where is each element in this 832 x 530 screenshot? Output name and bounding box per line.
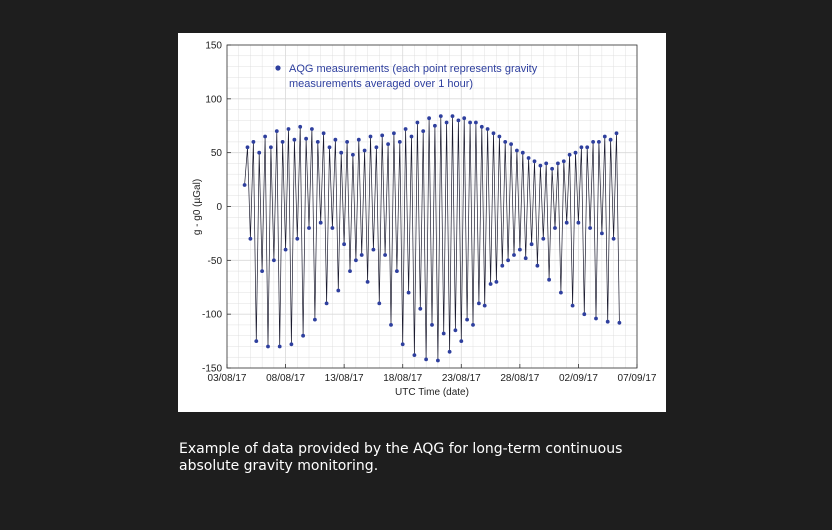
data-point	[266, 345, 270, 349]
data-point	[582, 312, 586, 316]
data-point	[606, 320, 610, 324]
data-point	[339, 151, 343, 155]
x-tick-label: 07/09/17	[617, 373, 657, 384]
y-tick-label: 50	[210, 148, 222, 160]
data-point	[298, 125, 302, 129]
data-point	[474, 121, 478, 125]
data-point	[260, 269, 264, 273]
data-point	[363, 149, 367, 153]
data-point	[416, 121, 420, 125]
data-point	[336, 289, 340, 293]
data-point	[612, 237, 616, 241]
data-point	[360, 253, 364, 257]
data-point	[580, 145, 584, 149]
data-point	[468, 121, 472, 125]
data-point	[310, 127, 314, 131]
data-point	[477, 302, 481, 306]
data-point	[322, 131, 326, 135]
data-point	[377, 302, 381, 306]
data-point	[515, 149, 519, 153]
legend	[275, 63, 537, 90]
data-point	[304, 137, 308, 141]
x-tick-label: 02/09/17	[558, 373, 598, 384]
data-point	[369, 135, 373, 139]
data-point	[418, 307, 422, 311]
data-point	[424, 358, 428, 362]
y-tick-label: 0	[216, 202, 222, 213]
data-point	[345, 140, 349, 144]
data-point	[588, 226, 592, 230]
data-point	[527, 156, 531, 160]
data-point	[585, 145, 589, 149]
y-tick-label: 100	[205, 94, 222, 106]
data-point	[313, 318, 317, 322]
data-point	[594, 317, 598, 321]
data-point	[272, 258, 276, 262]
data-point	[506, 258, 510, 262]
data-point	[559, 291, 563, 295]
data-point	[615, 131, 619, 135]
data-point	[448, 350, 452, 354]
data-point	[565, 221, 569, 225]
data-point	[401, 342, 405, 346]
data-point	[509, 142, 513, 146]
data-point	[533, 159, 537, 163]
data-point	[609, 138, 613, 142]
data-point	[521, 151, 525, 155]
data-point	[574, 151, 578, 155]
y-tick-label: -100	[201, 309, 222, 321]
data-point	[254, 339, 258, 343]
data-point	[263, 135, 267, 139]
data-point	[366, 280, 370, 284]
x-tick-label: 13/08/17	[324, 373, 364, 384]
data-point	[395, 269, 399, 273]
caption-line-2: absolute gravity monitoring.	[179, 458, 379, 474]
data-point	[577, 221, 581, 225]
data-point	[556, 162, 560, 166]
data-point	[451, 114, 455, 118]
y-tick-label: 150	[205, 40, 222, 52]
y-axis-label: g - g0 (µGal)	[192, 178, 203, 236]
data-point	[342, 242, 346, 246]
data-point	[618, 321, 622, 325]
data-point	[436, 359, 440, 363]
data-point	[275, 129, 279, 133]
data-point	[334, 138, 338, 142]
data-point	[562, 159, 566, 163]
data-point	[316, 140, 320, 144]
data-point	[331, 226, 335, 230]
y-tick-label: -50	[207, 255, 222, 267]
x-tick-label: 23/08/17	[441, 373, 481, 384]
legend-label-line2: measurements averaged over 1 hour)	[289, 78, 474, 90]
chart-panel	[178, 33, 666, 412]
data-point	[530, 242, 534, 246]
x-tick-label: 08/08/17	[266, 373, 306, 384]
data-point	[398, 140, 402, 144]
data-point	[571, 304, 575, 308]
data-point	[392, 131, 396, 135]
data-point	[486, 127, 490, 131]
data-point	[257, 151, 261, 155]
data-point	[246, 145, 250, 149]
data-point	[433, 124, 437, 128]
data-point	[427, 116, 431, 120]
data-point	[524, 256, 528, 260]
data-point	[281, 140, 285, 144]
data-layer	[243, 114, 622, 362]
data-point	[295, 237, 299, 241]
data-point	[544, 162, 548, 166]
data-point	[465, 318, 469, 322]
data-point	[550, 167, 554, 171]
data-point	[307, 226, 311, 230]
data-point	[597, 140, 601, 144]
data-point	[430, 323, 434, 327]
data-point	[547, 278, 551, 282]
data-point	[243, 183, 247, 187]
data-point	[492, 131, 496, 135]
data-point	[439, 114, 443, 118]
x-tick-label: 18/08/17	[383, 373, 423, 384]
data-point	[328, 145, 332, 149]
gravity-chart	[178, 33, 666, 412]
data-point	[483, 304, 487, 308]
data-point	[489, 282, 493, 286]
data-point	[541, 237, 545, 241]
data-point	[386, 142, 390, 146]
data-point	[410, 135, 414, 139]
data-point	[500, 264, 504, 268]
data-point	[536, 264, 540, 268]
data-point	[413, 353, 417, 357]
data-point	[249, 237, 253, 241]
data-point	[269, 145, 273, 149]
data-point	[503, 140, 507, 144]
data-point	[348, 269, 352, 273]
data-point	[471, 323, 475, 327]
data-point	[389, 323, 393, 327]
data-point	[375, 145, 379, 149]
data-point	[600, 232, 604, 236]
data-point	[383, 253, 387, 257]
data-point	[445, 121, 449, 125]
data-point	[518, 248, 522, 252]
legend-label-line1: AQG measurements (each point represents gravity	[289, 63, 538, 75]
data-point	[591, 140, 595, 144]
data-point	[480, 125, 484, 129]
data-point	[278, 345, 282, 349]
legend-marker	[275, 65, 280, 70]
data-point	[495, 280, 499, 284]
y-tick-label: -150	[201, 363, 222, 375]
data-point	[407, 291, 411, 295]
data-point	[354, 258, 358, 262]
data-point	[459, 339, 463, 343]
data-point	[539, 164, 543, 168]
figure-caption	[179, 441, 739, 475]
data-point	[287, 127, 291, 131]
data-point	[421, 129, 425, 133]
data-point	[290, 342, 294, 346]
data-point	[284, 248, 288, 252]
data-point	[351, 153, 355, 157]
data-point	[404, 127, 408, 131]
data-point	[372, 248, 376, 252]
data-point	[498, 135, 502, 139]
data-point	[553, 226, 557, 230]
data-point	[293, 138, 297, 142]
data-point	[457, 119, 461, 123]
caption-line-1: Example of data provided by the AQG for long-term continuous	[179, 441, 623, 457]
data-point	[380, 134, 384, 138]
data-point	[603, 135, 607, 139]
data-point	[512, 253, 516, 257]
data-point	[462, 116, 466, 120]
data-point	[357, 138, 361, 142]
data-point	[319, 221, 323, 225]
data-point	[442, 332, 446, 336]
data-point	[454, 328, 458, 332]
x-tick-label: 28/08/17	[500, 373, 540, 384]
x-axis-label: UTC Time (date)	[395, 387, 469, 398]
x-tick-label: 03/08/17	[207, 373, 247, 384]
data-point	[568, 153, 572, 157]
data-point	[325, 302, 329, 306]
data-point	[301, 334, 305, 338]
data-point	[252, 140, 256, 144]
